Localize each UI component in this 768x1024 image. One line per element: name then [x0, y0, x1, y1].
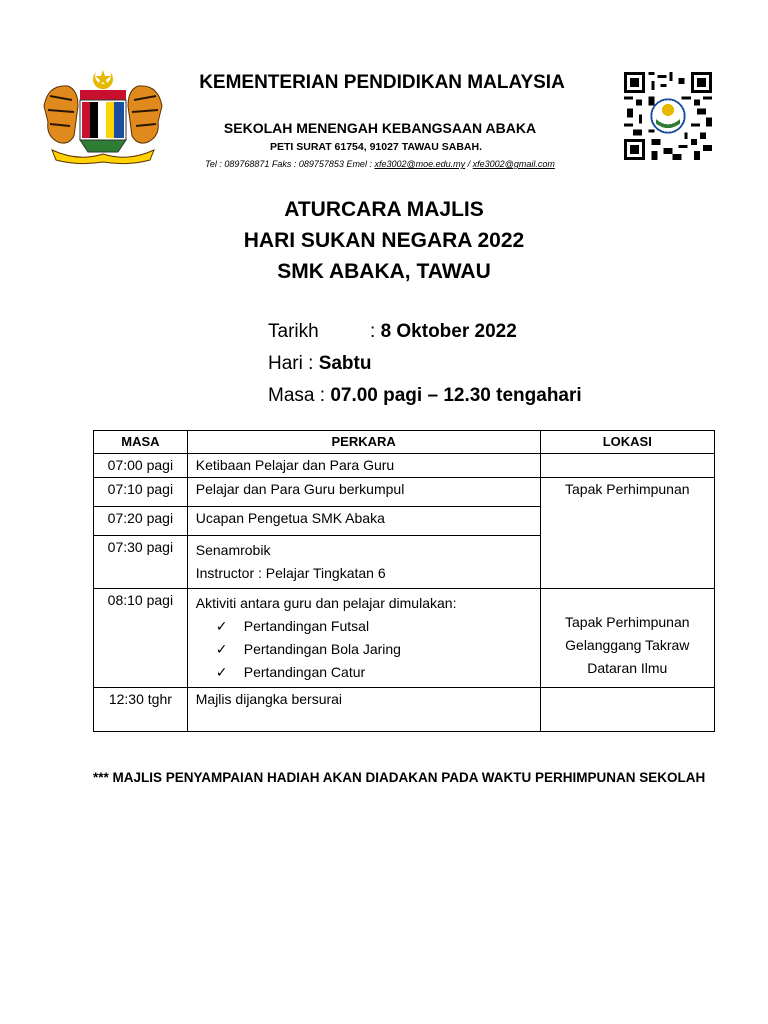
date-value: 8 Oktober 2022 [380, 321, 517, 342]
time-row [268, 385, 582, 407]
row-item-cell [187, 589, 540, 688]
email-separator: / [465, 159, 473, 169]
row-item: Ucapan Pengetua SMK Abaka [187, 507, 540, 536]
check-icon: ✓ [215, 664, 228, 680]
row-item: Aktiviti antara guru dan pelajar dimulakan: [195, 595, 457, 611]
document-title-line-3: SMK ABAKA, TAWAU [277, 260, 491, 283]
ministry-heading: KEMENTERIAN PENDIDIKAN MALAYSIA [199, 72, 565, 93]
table-row [94, 589, 715, 688]
row-location: Gelanggang Takraw [565, 637, 690, 653]
row-time: 07:20 pagi [94, 507, 188, 536]
contact-prefix: Tel : 089768871 Faks : 089757853 Emel : [205, 159, 375, 169]
footer-note: *** MAJLIS PENYAMPAIAN HADIAH AKAN DIADAKAN PADA WAKTU PERHIMPUNAN SEKOLAH [93, 770, 706, 785]
time-value: 07.00 pagi – 12.30 tengahari [330, 385, 582, 406]
schedule-table [93, 430, 715, 732]
row-item: Pelajar dan Para Guru berkumpul [187, 478, 540, 507]
row-item-detail: Instructor : Pelajar Tingkatan 6 [195, 565, 386, 581]
check-icon: ✓ [215, 618, 228, 634]
row-time: 07:10 pagi [94, 478, 188, 507]
row-location: Dataran Ilmu [587, 660, 668, 676]
list-item [196, 638, 532, 661]
row-item: Senamrobik [195, 542, 271, 558]
email-link-primary[interactable]: xfe3002@moe.edu.my [374, 159, 466, 169]
school-name: SEKOLAH MENENGAH KEBANGSAAN ABAKA [223, 120, 537, 136]
row-time: 08:10 pagi [94, 589, 188, 688]
row-location-empty [540, 454, 714, 478]
row-location: Tapak Perhimpunan [565, 614, 690, 630]
row-time: 07:00 pagi [94, 454, 188, 478]
row-item: Majlis dijangka bersurai [187, 688, 540, 732]
day-separator: : [302, 353, 319, 374]
list-item [196, 615, 532, 638]
school-address: PETI SURAT 61754, 91027 TAWAU SABAH. [269, 141, 482, 153]
header-lokasi: LOKASI [540, 431, 714, 454]
table-row [94, 688, 715, 732]
table-header-row [94, 431, 715, 454]
list-item-label: Pertandingan Futsal [243, 618, 370, 634]
row-time: 12:30 tghr [94, 688, 188, 732]
date-row [268, 321, 517, 343]
document-title-line-2: HARI SUKAN NEGARA 2022 [243, 229, 525, 252]
time-separator: : [314, 385, 331, 406]
document-title-line-1: ATURCARA MAJLIS [284, 198, 484, 221]
table-row [94, 454, 715, 478]
date-label: Tarikh [268, 321, 319, 342]
header-perkara: PERKARA [187, 431, 540, 454]
list-item [196, 661, 532, 684]
header-masa: MASA [94, 431, 188, 454]
day-value: Sabtu [318, 353, 372, 374]
check-icon: ✓ [215, 641, 228, 657]
row-time: 07:30 pagi [94, 536, 188, 589]
row-location: Tapak Perhimpunan [540, 478, 714, 589]
row-location-cell [540, 589, 714, 688]
time-label: Masa [268, 385, 315, 406]
row-item: Ketibaan Pelajar dan Para Guru [187, 454, 540, 478]
day-label: Hari [268, 353, 303, 374]
date-separator: : [370, 321, 381, 342]
row-location-empty [540, 688, 714, 732]
email-link-secondary[interactable]: xfe3002@gmail.com [472, 159, 555, 169]
list-item-label: Pertandingan Catur [243, 664, 366, 680]
day-row [268, 353, 371, 375]
row-item-cell [187, 536, 540, 589]
contact-line [0, 159, 764, 169]
list-item-label: Pertandingan Bola Jaring [243, 641, 401, 657]
table-row [94, 478, 715, 507]
